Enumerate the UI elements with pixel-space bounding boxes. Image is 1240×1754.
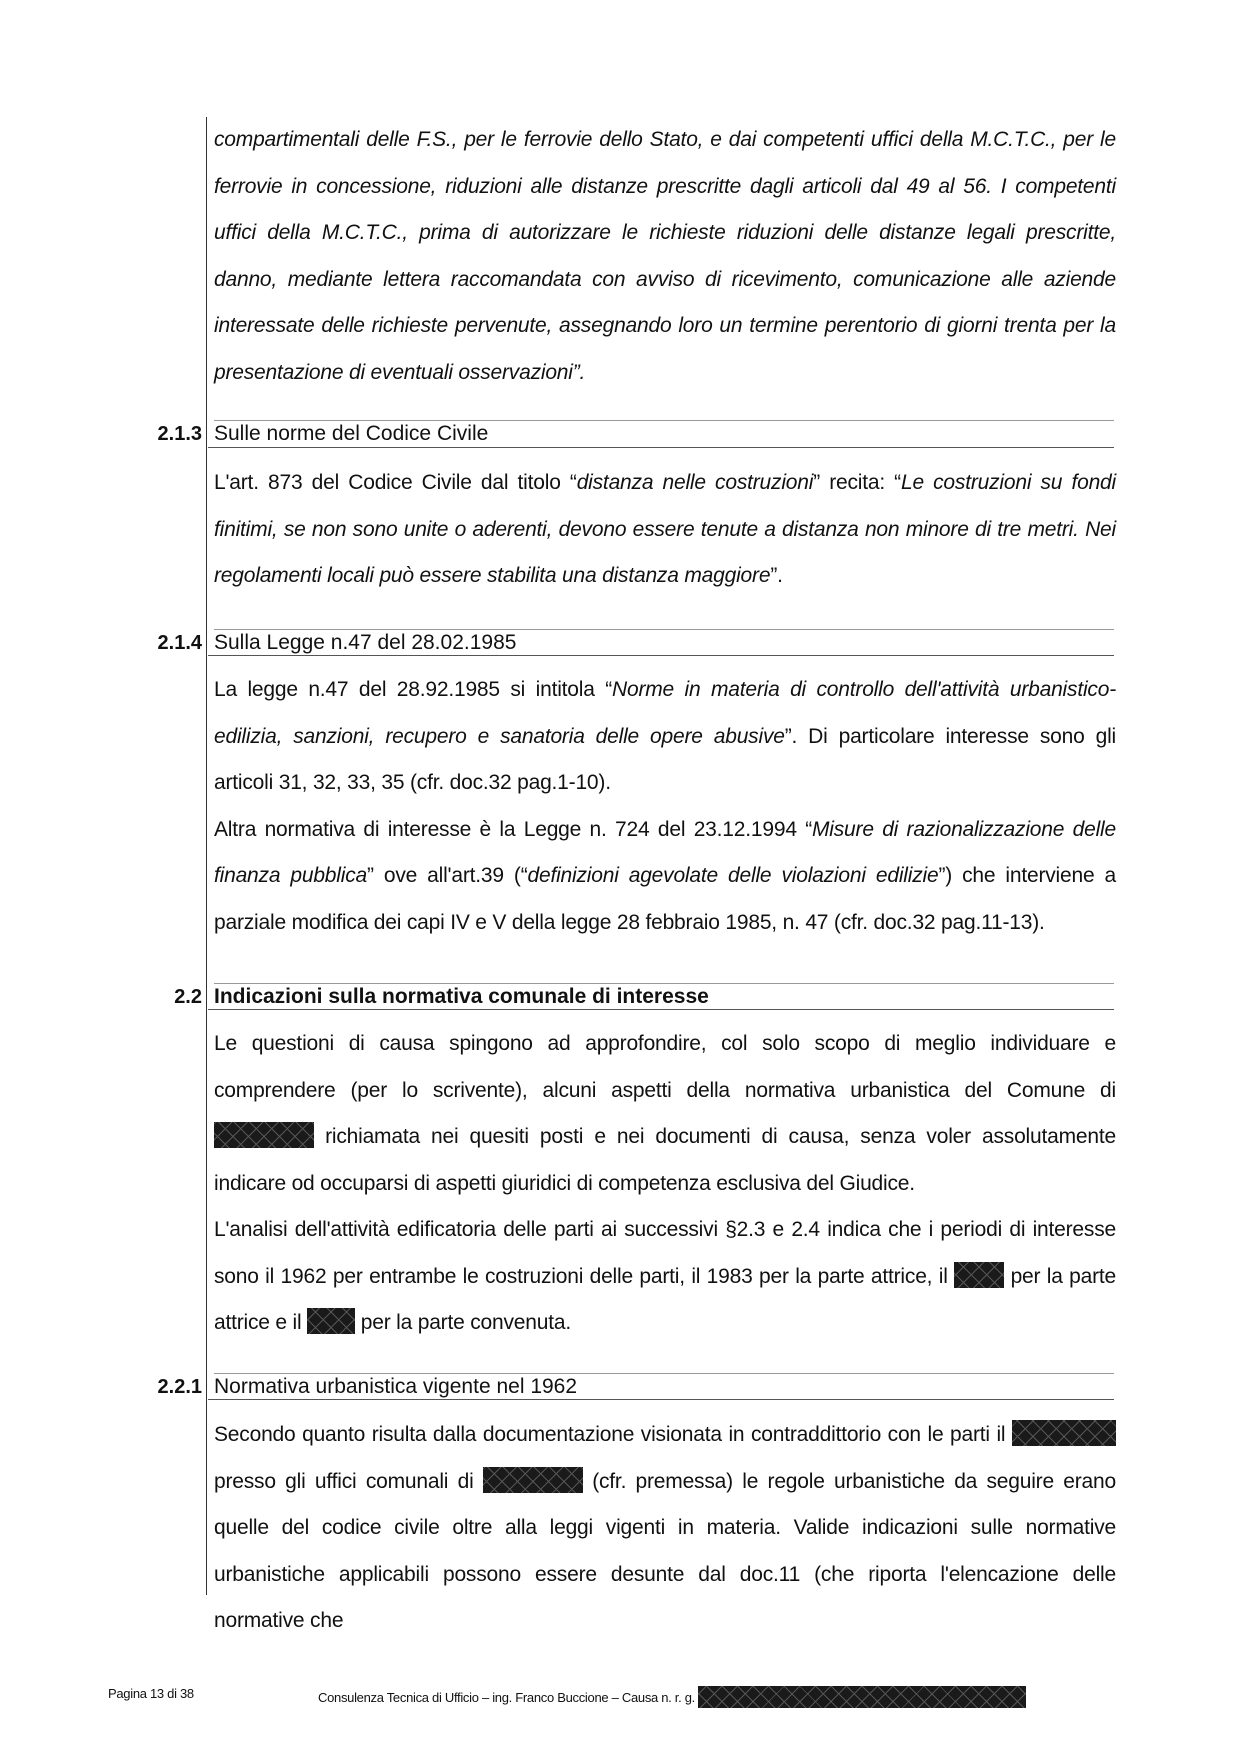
heading-rule-bottom xyxy=(208,1009,1114,1010)
paragraph xyxy=(214,1021,1116,1207)
text-run-italic: Le costruzioni su fondi finitimi, se non sono unite o aderenti, devono essere tenute a distanza non minore di tre metri. Nei regolamenti locali può essere stabilita una distanza maggiore xyxy=(214,471,1116,587)
text-run: L'analisi dell'attività edificatoria delle parti ai successivi §2.3 e 2.4 indica che i periodi di interesse sono il 1962 per entrambe le costruzioni delle parti, il 1983 per la parte attrice, il xyxy=(214,1218,1116,1288)
text-run: ” ove all'art.39 (“ xyxy=(367,864,528,887)
text-run: La legge n.47 del 28.92.1985 si intitola “ xyxy=(214,678,613,701)
heading-2-1-3 xyxy=(0,421,1240,447)
heading-2-1-4 xyxy=(0,630,1240,656)
section-2-2-body xyxy=(214,1021,1116,1347)
section-number: 2.2.1 xyxy=(157,1376,202,1398)
paragraph xyxy=(214,1412,1116,1645)
text-run-italic: definizioni agevolate delle violazioni edilizie xyxy=(527,864,939,887)
text-run-italic: distanza nelle costruzioni xyxy=(576,471,814,494)
heading-rule-bottom xyxy=(208,447,1114,448)
text-run: Le questioni di causa spingono ad approfondire, col solo scopo di meglio individuare e comprendere (per lo scrivente), alcuni aspetti della normativa urbanistica del Comune di xyxy=(214,1032,1116,1102)
section-number: 2.1.3 xyxy=(157,423,202,445)
paragraph xyxy=(214,807,1116,947)
section-2-1-3-body xyxy=(214,460,1116,600)
footer-redaction-block xyxy=(698,1686,1026,1708)
text-run: per la parte attrice e il xyxy=(214,1264,1116,1334)
text-run: ” recita: “ xyxy=(813,471,901,494)
text-run: Secondo quanto risulta dalla documentazione visionata in contraddittorio con le parti il xyxy=(214,1423,1006,1446)
paragraph xyxy=(214,460,1116,600)
intro-paragraph xyxy=(214,117,1116,396)
intro-text: compartimentali delle F.S., per le ferrovie dello Stato, e dai competenti uffici della M.C.T.C., per le ferrovie in concessione, riduzioni alle distanze prescritte dagli articoli dal 49 al 56. I competenti uffici della M.C.T.C., prima di autorizzare le richieste riduzioni delle distanze legali prescritte, danno, mediante lettera raccomandata con avviso di ricevimento, comunicazione alle aziende interessate delle richieste pervenute, assegnando loro un termine perentorio di giorni trenta per la presentazione di eventuali osservazioni”. xyxy=(214,128,1116,384)
text-run: per la parte convenuta. xyxy=(360,1311,571,1334)
redaction-block xyxy=(307,1308,355,1334)
footer-page-number: Pagina 13 di 38 xyxy=(108,1686,194,1701)
text-run: Altra normativa di interesse è la Legge n. 724 del 23.12.1994 “ xyxy=(214,817,812,841)
section-number: 2.2 xyxy=(174,986,202,1008)
heading-rule-bottom xyxy=(208,1399,1114,1400)
paragraph xyxy=(214,1207,1116,1347)
text-run: ”. Di particolare interesse sono gli articoli 31, 32, 33, 35 (cfr. doc.32 pag.1-10). xyxy=(214,724,1117,794)
heading-2-2 xyxy=(0,984,1240,1010)
text-run: (cfr. premessa) le regole urbanistiche da seguire erano quelle del codice civile oltre alla leggi vigenti in materia. Valide indicazioni sulle normative urbanistiche applicabili possono essere desunte dal doc.11 (che riporta l'elencazione delle normative che xyxy=(214,1469,1116,1632)
paragraph xyxy=(214,667,1116,807)
section-title: Sulle norme del Codice Civile xyxy=(214,422,489,445)
redaction-block xyxy=(214,1122,314,1148)
text-run-italic: Norme in materia di controllo dell'attività urbanistico-edilizia, sanzioni, recupero e sanatoria delle opere abusive xyxy=(214,678,1116,748)
text-run: richiamata nei quesiti posti e nei documenti di causa, senza voler assolutamente indicare od occuparsi di aspetti giuridici di competenza esclusiva del Giudice. xyxy=(214,1125,1116,1195)
section-title: Sulla Legge n.47 del 28.02.1985 xyxy=(214,631,517,654)
redaction-block xyxy=(954,1262,1004,1288)
section-title: Indicazioni sulla normativa comunale di interesse xyxy=(214,985,709,1008)
section-2-1-4-body xyxy=(214,667,1116,946)
text-run: L'art. 873 del Codice Civile dal titolo “ xyxy=(214,471,577,494)
text-run: ”. xyxy=(770,564,783,587)
text-run-italic: Misure di razionalizzazione delle finanza pubblica xyxy=(214,817,1117,887)
footer-consultant xyxy=(318,1686,1026,1708)
section-title: Normativa urbanistica vigente nel 1962 xyxy=(214,1375,578,1398)
redaction-block xyxy=(1012,1420,1116,1446)
heading-2-2-1 xyxy=(0,1374,1240,1400)
footer-consultant-text: Consulenza Tecnica di Ufficio – ing. Franco Buccione – Causa n. r. g. xyxy=(318,1690,695,1705)
text-run: ”) che interviene a parziale modifica dei capi IV e V della legge 28 febbraio 1985, n. 47 (cfr. doc.32 pag.11-13). xyxy=(214,864,1116,934)
redaction-block xyxy=(483,1467,583,1493)
heading-rule-bottom xyxy=(208,655,1114,656)
text-run: presso gli uffici comunali di xyxy=(214,1469,474,1493)
section-2-2-1-body xyxy=(214,1412,1116,1645)
section-number: 2.1.4 xyxy=(157,632,202,654)
